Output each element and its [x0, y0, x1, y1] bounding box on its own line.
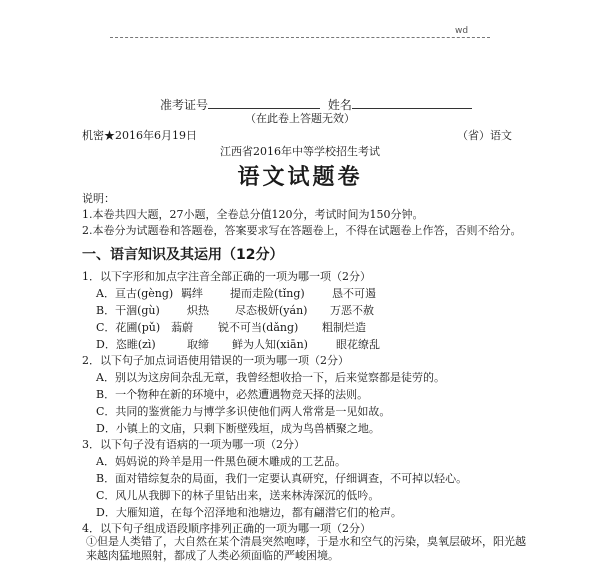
option-line: B．面对错综复杂的局面，我们一定要认真研究，仔细调查，不可掉以轻心。: [96, 472, 468, 485]
answer-invalid-notice: （在此卷上答题无效）: [245, 112, 355, 125]
confidential-date: 机密★2016年6月19日: [82, 129, 197, 142]
option-word: 尽态极妍(yán): [235, 304, 308, 317]
paragraph-line: 来越肉猛地照射，都成了人类必须面临的严峻困境。: [86, 549, 339, 562]
option-word: 蓊蔚: [171, 321, 193, 334]
option-label: D．恣睢(zì): [96, 338, 156, 351]
page-title: 语文试题卷: [237, 164, 363, 190]
option-line: A．妈妈说的羚羊是用一件黑色硬木雕成的工艺品。: [96, 455, 346, 468]
question-stem: 3．以下句子没有语病的一项为哪一项（2分）: [82, 438, 305, 451]
question-stem: 4．以下句子组成语段顺序排列正确的一项为哪一项（2分）: [82, 522, 371, 535]
option-line: B．一个物种在新的环境中，必然遭遇物竞天择的法则。: [96, 388, 369, 401]
option-word: 锐不可当(dǎng): [218, 321, 299, 334]
option-line: D．大雁知道，在每个沼泽地和池塘边，都有翩潜它们的枪声。: [96, 506, 402, 519]
instruction-item: 1.本卷共四大题，27小题，全卷总分值120分，考试时间为150分钟。: [82, 208, 424, 221]
question-stem: 1．以下字形和加点字注音全部正确的一项为哪一项（2分）: [82, 270, 371, 283]
exam-number-label: 准考证号: [160, 98, 209, 112]
option-word: 羁绊: [181, 287, 203, 300]
exam-subtitle: 江西省2016年中等学校招生考试: [220, 145, 380, 158]
option-line: A．别以为这房间杂乱无章，我曾经想收拾一下，后来觉察都是徒劳的。: [96, 371, 445, 384]
option-label: C．花圃(pǔ): [96, 321, 161, 334]
option-word: 提而走险(tǐng): [230, 287, 305, 300]
option-word: 万恶不赦: [330, 304, 374, 317]
option-word: 眼花缭乱: [336, 338, 380, 351]
question-stem: 2．以下句子加点词语使用错误的一项为哪一项（2分）: [82, 354, 349, 367]
option-word: 粗制烂造: [322, 321, 366, 334]
option-label: A．亘古(gèng): [96, 287, 174, 300]
option-word: 取缔: [187, 338, 209, 351]
paragraph-line: ①但是人类错了，大自然在某个清晨突然咆哮，于是水和空气的污染，臭氧层破坏，阳光越: [86, 535, 526, 548]
option-line: D．小镇上的文庙，只剩下断壁残垣，成为鸟兽栖聚之地。: [96, 422, 380, 435]
option-label: B．干涸(gù): [96, 304, 160, 317]
subject-tag: （省）语文: [457, 129, 512, 142]
name-blank: [352, 98, 472, 109]
section-heading: 一、语言知识及其运用（12分）: [82, 247, 284, 263]
instruction-item: 2.本卷分为试题卷和答题卷，答案要求写在答题卷上，不得在试题卷上作答，否则不给分。: [82, 224, 522, 237]
option-line: C．共同的鉴赏能力与博学多识使他们两人常常是一见如故。: [96, 405, 391, 418]
exam-number-blank: [208, 98, 320, 109]
name-label: 姓名: [327, 98, 352, 112]
instructions-label: 说明：: [82, 192, 115, 205]
option-word: 鲜为人知(xiān): [232, 338, 308, 351]
top-dashed-rule: [110, 37, 490, 38]
option-word: 恳不可遏: [332, 287, 376, 300]
option-line: C．风儿从我脚下的林子里钻出来，送来林涛深沉的低吟。: [96, 489, 380, 502]
option-word: 炽热: [187, 304, 209, 317]
watermark: wd: [455, 26, 469, 36]
